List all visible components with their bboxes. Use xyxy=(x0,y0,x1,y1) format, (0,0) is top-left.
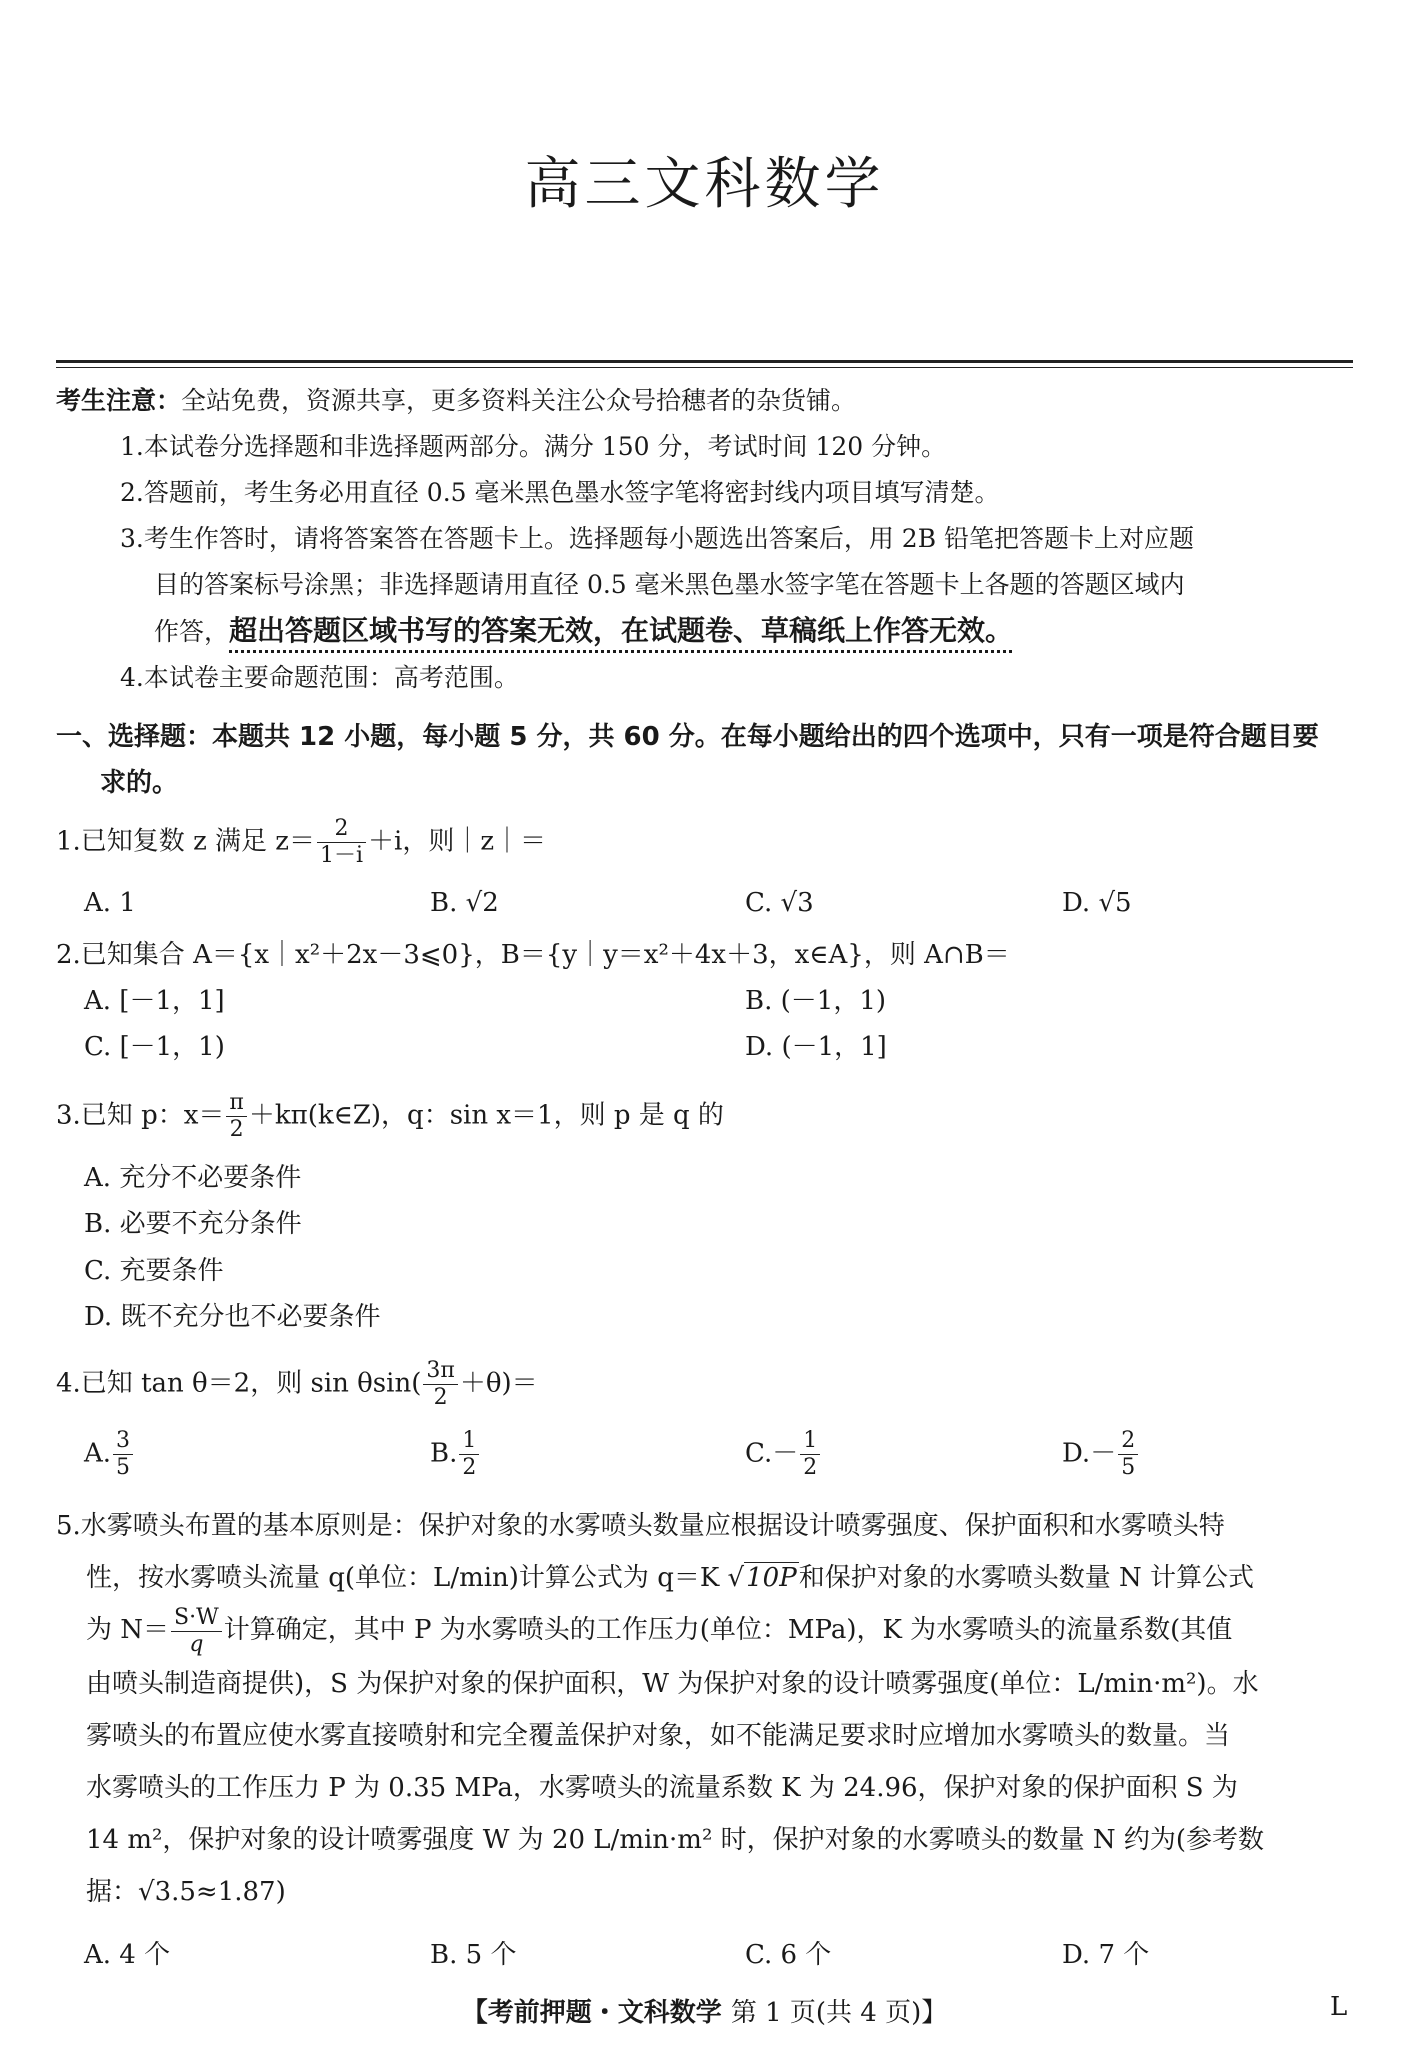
notice-item-3b: 目的答案标号涂黑；非选择题请用直径 0.5 毫米黑色墨水签字笔在答题卡上各题的答题区域内 xyxy=(154,570,1185,599)
notice-item-3c-pre: 作答， xyxy=(154,617,230,646)
q5-line-8: 据：√3.5≈1.87) xyxy=(86,1876,286,1907)
notice-emphasis: 超出答题区域书写的答案无效，在试题卷、草稿纸上作答无效。 xyxy=(229,614,1014,647)
q4-b-label: B. xyxy=(430,1438,458,1469)
q4-a-den: 5 xyxy=(116,1455,131,1480)
q3-option-a: A. 充分不必要条件 xyxy=(84,1163,302,1193)
q4-c-den: 2 xyxy=(803,1455,818,1480)
notice-intro: 全站免费，资源共享，更多资料关注公众号拾穗者的杂货铺。 xyxy=(181,386,857,415)
notice-item-3a: 3.考生作答时，请将答案答在答题卡上。选择题每小题选出答案后，用 2B 铅笔把答题卡上对应题 xyxy=(120,524,1195,553)
footer-page-number: 第 1 页(共 4 页)】 xyxy=(730,1998,948,2028)
q4-c-sign: － xyxy=(772,1438,799,1469)
q5-option-c: C. 6 个 xyxy=(745,1940,832,1970)
q1-post: ＋i，则｜z｜＝ xyxy=(368,826,547,857)
q4-b-fraction xyxy=(459,1428,479,1481)
q3-post: ＋kπ(k∈Z)，q：sin x＝1，则 p 是 q 的 xyxy=(248,1100,724,1131)
q5-line-6: 水雾喷头的工作压力 P 为 0.35 MPa，水雾喷头的流量系数 K 为 24.96，保护对象的保护面积 S 为 xyxy=(86,1772,1238,1803)
q3-frac-num: π xyxy=(226,1090,246,1117)
question-4-stem xyxy=(56,1358,1356,1411)
q4-a-fraction xyxy=(113,1428,133,1481)
q2-option-a: A. [－1，1] xyxy=(84,986,225,1016)
q5-l3-pre: 为 N＝ xyxy=(86,1615,170,1645)
q5-option-a: A. 4 个 xyxy=(84,1940,171,1970)
q4-d-sign: － xyxy=(1090,1438,1117,1469)
page-title: 高三文科数学 xyxy=(524,152,885,217)
notice-item-4: 4.本试卷主要命题范围：高考范围。 xyxy=(120,663,519,692)
q4-d-num: 2 xyxy=(1118,1428,1138,1455)
q3-option-c: C. 充要条件 xyxy=(84,1256,224,1286)
page-footer xyxy=(0,1992,1409,2029)
q4-frac-num: 3π xyxy=(423,1358,457,1385)
question-1-stem xyxy=(56,816,1356,869)
q5-frac-num: S·W xyxy=(171,1605,222,1632)
q2-option-d: D. (－1，1] xyxy=(745,1032,887,1062)
q4-option-d xyxy=(1062,1428,1140,1481)
q5-line-4: 由喷头制造商提供)，S 为保护对象的保护面积，W 为保护对象的设计喷雾强度(单位：L/min·m²)。水 xyxy=(86,1668,1259,1699)
q5-line-5: 雾喷头的布置应使水雾直接喷射和完全覆盖保护对象，如不能满足要求时应增加水雾喷头的数量。当 xyxy=(86,1720,1231,1751)
q3-frac-den: 2 xyxy=(229,1117,244,1142)
q5-line-3 xyxy=(56,1604,1356,1658)
q2-option-c: C. [－1，1) xyxy=(84,1032,225,1062)
q1-pre: 1.已知复数 z 满足 z＝ xyxy=(56,826,315,857)
question-3-stem xyxy=(56,1090,1356,1143)
notice-item-2: 2.答题前，考生务必用直径 0.5 毫米黑色墨水签字笔将密封线内项目填写清楚。 xyxy=(120,478,1000,507)
candidate-notice xyxy=(56,378,1356,701)
q4-frac-den: 2 xyxy=(433,1385,448,1410)
q3-option-b: B. 必要不充分条件 xyxy=(84,1209,302,1239)
q4-c-num: 1 xyxy=(800,1428,820,1455)
q4-a-num: 3 xyxy=(113,1428,133,1455)
q1-option-d: D. √5 xyxy=(1062,888,1132,918)
q1-frac-num: 2 xyxy=(317,816,366,843)
q2-option-b: B. (－1，1) xyxy=(745,986,887,1016)
q4-post: ＋θ)＝ xyxy=(459,1368,538,1399)
q3-fraction xyxy=(226,1090,246,1143)
sqrt-symbol-icon: √ xyxy=(727,1563,745,1593)
notice-intro-line xyxy=(56,378,1356,424)
notice-item-3c xyxy=(56,608,1356,655)
q4-pre: 4.已知 tan θ＝2，则 sin θsin( xyxy=(56,1368,422,1399)
q3-pre: 3.已知 p：x＝ xyxy=(56,1100,225,1131)
q4-c-fraction xyxy=(800,1428,820,1481)
q4-option-b xyxy=(430,1428,481,1481)
q4-b-den: 2 xyxy=(462,1455,477,1480)
q4-fraction xyxy=(423,1358,457,1411)
q5-fraction xyxy=(171,1605,222,1658)
q5-frac-den: q xyxy=(189,1631,204,1657)
q5-line-2 xyxy=(56,1552,1356,1604)
q1-fraction xyxy=(317,816,366,869)
section-heading xyxy=(56,714,1356,806)
notice-heading: 考生注意： xyxy=(56,386,182,415)
q1-option-b: B. √2 xyxy=(430,888,499,918)
q4-d-label: D. xyxy=(1062,1438,1091,1469)
q5-l2-post: 和保护对象的水雾喷头数量 N 计算公式 xyxy=(798,1563,1254,1593)
q4-a-label: A. xyxy=(84,1438,112,1469)
question-5-stem xyxy=(56,1500,1356,1918)
q5-l3-post: 计算确定，其中 P 为水雾喷头的工作压力(单位：MPa)，K 为水雾喷头的流量系数(其值 xyxy=(223,1615,1233,1645)
q4-option-c xyxy=(745,1428,822,1481)
q3-option-d: D. 既不充分也不必要条件 xyxy=(84,1302,381,1332)
q5-line-7: 14 m²，保护对象的设计喷雾强度 W 为 20 L/min·m² 时，保护对象的水雾喷头的数量 N 约为(参考数 xyxy=(86,1824,1265,1855)
notice-item-1: 1.本试卷分选择题和非选择题两部分。满分 150 分，考试时间 120 分钟。 xyxy=(120,432,947,461)
q5-l2-sqrt: 10P xyxy=(746,1563,797,1593)
q4-option-a xyxy=(84,1428,135,1481)
section-heading-line2: 求的。 xyxy=(100,768,179,798)
q5-line-1: 5.水雾喷头布置的基本原则是：保护对象的水雾喷头数量应根据设计喷雾强度、保护面积和水雾喷头特 xyxy=(56,1511,1225,1541)
q5-option-b: B. 5 个 xyxy=(430,1940,517,1970)
q4-d-fraction xyxy=(1118,1428,1138,1481)
section-heading-line1: 一、选择题：本题共 12 小题，每小题 5 分，共 60 分。在每小题给出的四个选项中，只有一项是符合题目要 xyxy=(56,722,1319,752)
q4-c-label: C. xyxy=(745,1438,773,1469)
header-rule-thick xyxy=(56,360,1353,363)
q4-b-num: 1 xyxy=(459,1428,479,1455)
q5-option-d: D. 7 个 xyxy=(1062,1940,1150,1970)
q4-d-den: 5 xyxy=(1121,1455,1136,1480)
footer-label: 【考前押题・文科数学 xyxy=(461,1998,722,2028)
q1-frac-den: 1－i xyxy=(320,843,364,868)
q5-l2-pre: 性，按水雾喷头流量 q(单位：L/min)计算公式为 q＝K xyxy=(86,1563,728,1593)
header-rule-thin xyxy=(56,367,1353,368)
q1-option-c: C. √3 xyxy=(745,888,814,918)
q1-option-a: A. 1 xyxy=(84,888,136,918)
question-2-stem: 2.已知集合 A＝{x｜x²＋2x－3⩽0}，B＝{y｜y＝x²＋4x＋3，x∈A}，则 A∩B＝ xyxy=(56,940,1010,970)
footer-corner-mark: L xyxy=(1330,1992,1348,2022)
